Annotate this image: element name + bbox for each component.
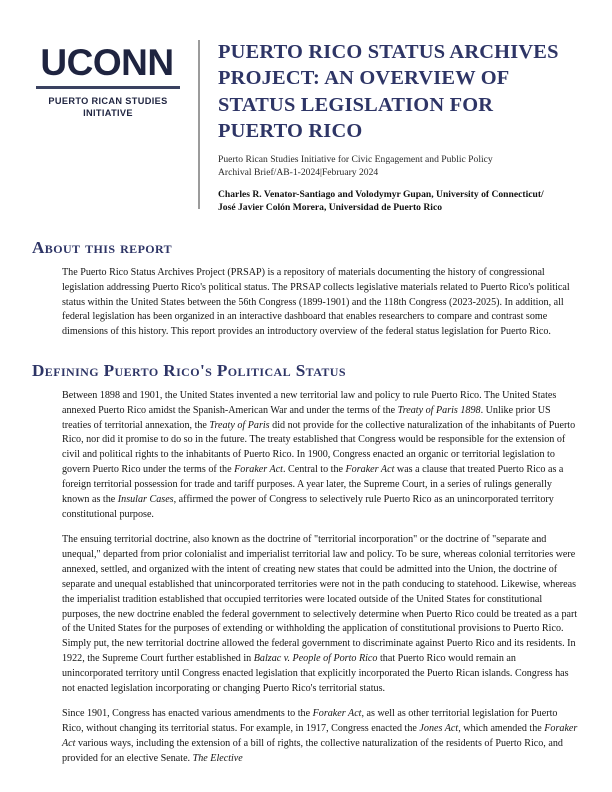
text-run: , as well as other territorial legislation for Puerto Rico, without changing its territorial status. For example, in 1917, Congress enacted the xyxy=(62,708,558,735)
document-masthead xyxy=(0,0,612,215)
title-block xyxy=(200,38,580,215)
italic-citation: Foraker Act xyxy=(345,464,395,476)
text-run: did not provide for the collective naturalization of the inhabitants of Puerto Rico, nor did it promise to do so in the future. The treaty established that Congress would be responsible for the extension of civil and political rights to the inhabitants of Puerto Rico. In 1900, Congress enacted an organic or territorial legislation to govern Puerto Rico under the terms of the xyxy=(62,419,576,476)
section-heading: Defining Puerto Rico's Political Status xyxy=(32,361,346,380)
text-run: various ways, including the extension of a bill of rights, the collective naturalization of the residents of Puerto Rico, and provided for an elective Senate. xyxy=(62,738,563,764)
body-paragraph xyxy=(32,707,580,766)
text-run: that Puerto Rico would remain an unincorporated territory until Congress enacted legislation that explicitly incorporated the Puerto Rican islands. Congress has not enacted legislation incorporating or changing Puerto Rico's territorial status. xyxy=(62,653,569,694)
authors-line-2: José Javier Colón Morera, Universidad de Puerto Rico xyxy=(218,202,443,214)
subtitle-line-brief-id: Archival Brief/AB-1-2024|February 2024 xyxy=(218,167,379,179)
body-paragraph xyxy=(32,533,580,696)
page-title: PUERTO RICO STATUS ARCHIVES PROJECT: AN OVERVIEW OF STATUS LEGISLATION FOR PUERTO RICO xyxy=(218,41,559,142)
document-section xyxy=(32,362,580,767)
italic-citation: Treaty of Paris xyxy=(209,419,270,431)
section-heading: About this report xyxy=(32,237,173,257)
logo-divider-rule xyxy=(36,86,180,89)
text-run: , which amended the xyxy=(458,723,545,735)
authors-line-1: Charles R. Venator-Santiago and Volodymyr Gupan, University of Connecticut/ xyxy=(218,188,544,200)
italic-citation: Foraker Act xyxy=(62,723,578,750)
italic-citation: Jones Act xyxy=(419,723,459,735)
italic-citation: Foraker Act xyxy=(234,464,283,476)
subtitle-line-program: Puerto Rican Studies Initiative for Civic Engagement and Public Policy xyxy=(218,154,493,166)
text-run: The Puerto Rico Status Archives Project (PRSAP) is a repository of materials documenting the history of congressional legislation addressing Puerto Rico's political status. The PRSAP collects legislative materials related to Puerto Rico's political status within the United States between the 56th Congress (1899-1901) and the 118th Congress (2023-2025). In addition, all federal legislation has been organized in an interactive dashboard that enables researchers to compare and contrast some dimensions of this history. This report provides an introductory overview of the federal status legislation for Puerto Rico. xyxy=(62,266,570,338)
italic-citation: The Elective xyxy=(192,752,243,764)
italic-citation: Insular Cases xyxy=(117,493,174,505)
logo-tagline-line2: INITIATIVE xyxy=(83,107,133,118)
logo-tagline-line1: PUERTO RICAN STUDIES xyxy=(48,95,168,106)
text-run: The ensuing territorial doctrine, also known as the doctrine of "territorial incorporation" or the doctrine of "separate and unequal," departed from prior colonialist and imperialist territorial law and policy. To be sure, whereas colonial territories were annexed, settled, and organized with the intent of creating new states that could be admitted into the Union, the doctrine of separate and unequal established that unincorporated territories were not in the path conducing to statehood. Likewise, whereas the imperialist tradition established that occupied territories were located outside of the United States for constitutional purposes, the new doctrine enabled the federal government to selectively determine when Puerto Rico could be treated as a part of the United States for the purposes of extending or withholding the application of constitutional provisions to Puerto Rico. Simply put, the new territorial doctrine allowed the federal government to discriminate against Puerto Rico and its residents. In 1922, the Supreme Court further established in xyxy=(62,534,578,664)
document-body xyxy=(0,239,612,767)
italic-citation: Treaty of Paris 1898 xyxy=(397,404,481,416)
document-authors xyxy=(218,188,580,215)
text-run: was a clause that treated Puerto Rico as a foreign territorial possession for trade and tariff purposes. A year later, the Supreme Court, in a series of rulings generally known as the xyxy=(62,464,564,505)
text-run: Between 1898 and 1901, the United States invented a new territorial law and policy to rule Puerto Rico. The United States annexed Puerto Rico amidst the Spanish-American War and under the terms of the xyxy=(62,389,557,416)
body-paragraph xyxy=(32,266,580,340)
body-paragraph xyxy=(32,389,580,522)
text-run: . Unlike prior US treaties of territorial annexation, the xyxy=(62,404,551,431)
uconn-logo xyxy=(32,38,184,119)
document-section xyxy=(32,239,580,340)
document-subtitle xyxy=(218,153,580,179)
text-run: . Central to the xyxy=(283,464,346,476)
italic-citation: Balzac v. People of Porto Rico xyxy=(253,653,378,664)
text-run: , affirmed the power of Congress to selectively rule Puerto Rico as an unincorporated territory constitutional purpose. xyxy=(62,493,554,520)
italic-citation: Foraker Act xyxy=(312,708,362,720)
uconn-wordmark: UCONN xyxy=(40,42,174,83)
text-run: Since 1901, Congress has enacted various amendments to the xyxy=(62,708,313,720)
